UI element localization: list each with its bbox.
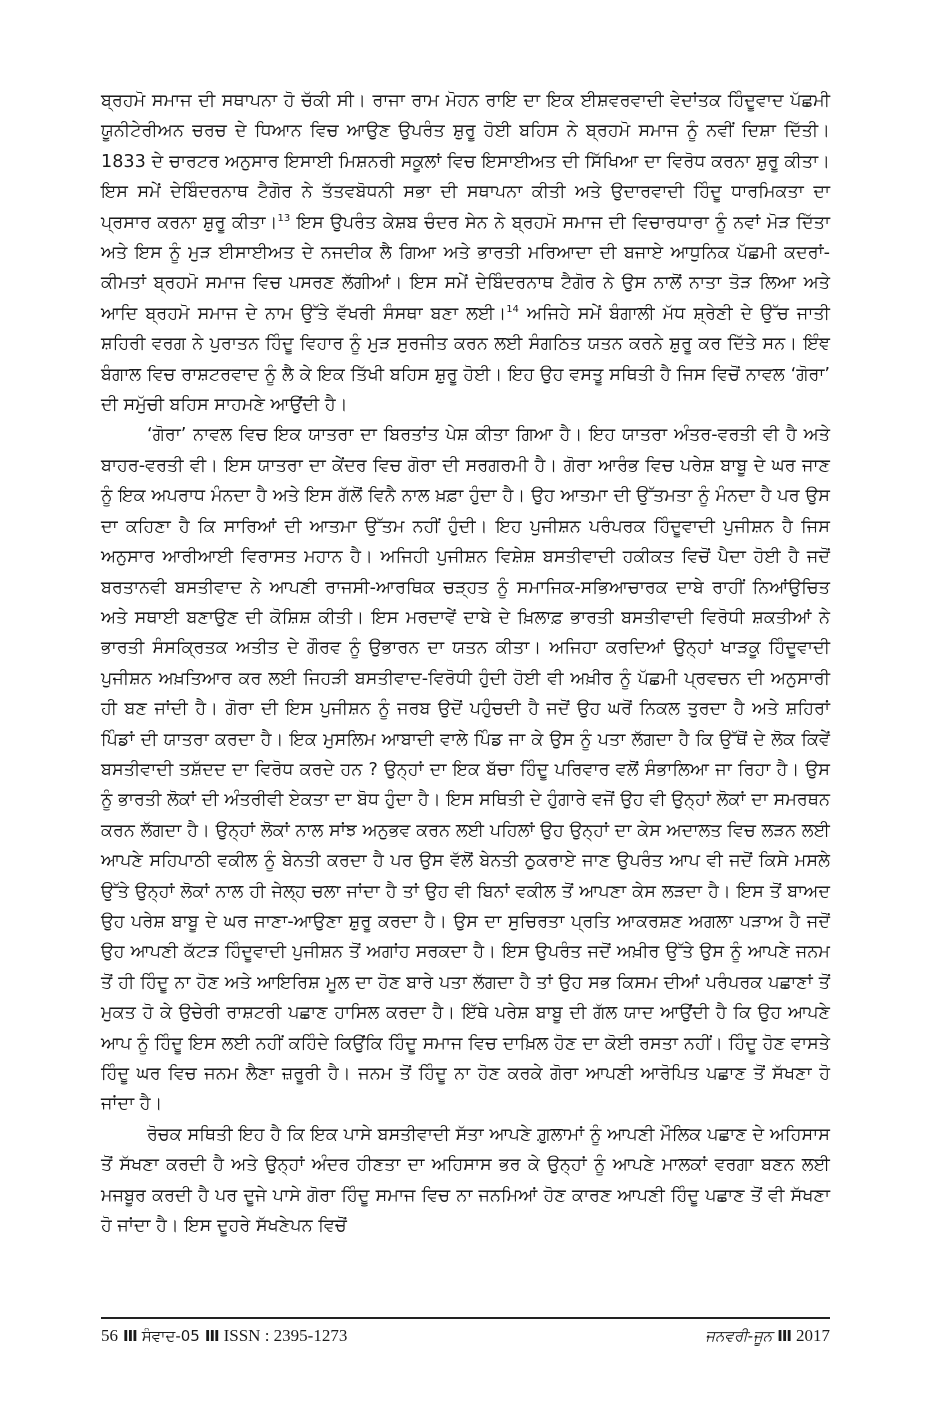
- journal-name: ਸੰਵਾਦ-05: [141, 1327, 200, 1345]
- page-number: 56: [101, 1326, 118, 1345]
- paragraph-2: ‘ਗੋਰਾ’ ਨਾਵਲ ਵਿਚ ਇਕ ਯਾਤਰਾ ਦਾ ਬਿਰਤਾਂਤ ਪੇਸ਼ ਕੀਤਾ ਗਿਆ ਹੈ। ਇਹ ਯਾਤਰਾ ਅੰਤਰ-ਵਰਤੀ ਵੀ ਹੈ ਅਤੇ ਬਾਹਰ-ਵਰਤੀ ਵੀ। ਇਸ ਯਾਤਰਾ ਦਾ ਕੇਂਦਰ ਵਿਚ ਗੋਰਾ ਦੀ ਸਰਗਰਮੀ ਹੈ। ਗੋਰਾ ਆਰੰਭ ਵਿਚ ਪਰੇਸ਼ ਬਾਬੂ ਦੇ ਘਰ ਜਾਣ ਨੂੰ ਇਕ ਅਪਰਾਧ ਮੰਨਦਾ ਹੈ ਅਤੇ ਇਸ ਗੱਲੋਂ ਵਿਨੈ ਨਾਲ ਖ਼ਫ਼ਾ ਹੁੰਦਾ ਹੈ। ਉਹ ਆਤਮਾ ਦੀ ਉੱਤਮਤਾ ਨੂੰ ਮੰਨਦਾ ਹੈ ਪਰ ਉਸ ਦਾ ਕਹਿਣਾ ਹੈ ਕਿ ਸਾਰਿਆਂ ਦੀ ਆਤਮਾ ਉੱਤਮ ਨਹੀਂ ਹੁੰਦੀ। ਇਹ ਪੁਜੀਸ਼ਨ ਪਰੰਪਰਕ ਹਿੰਦੂਵਾਦੀ ਪੁਜੀਸ਼ਨ ਹੈ ਜਿਸ ਅਨੁਸਾਰ ਆਰੀਆਈ ਵਿਰਾਸਤ ਮਹਾਨ ਹੈ। ਅਜਿਹੀ ਪੁਜੀਸ਼ਨ ਵਿਸ਼ੇਸ਼ ਬਸਤੀਵਾਦੀ ਹਕੀਕਤ ਵਿਚੋਂ ਪੈਦਾ ਹੋਈ ਹੈ ਜਦੋਂ ਬਰਤਾਨਵੀ ਬਸਤੀਵਾਦ ਨੇ ਆਪਣੀ ਰਾਜਸੀ-ਆਰਥਿਕ ਚੜ੍ਹਤ ਨੂੰ ਸਮਾਜਿਕ-ਸਭਿਆਚਾਰਕ ਦਾਬੇ ਰਾਹੀਂ ਨਿਆਂਉਚਿਤ ਅਤੇ ਸਥਾਈ ਬਣਾਉਣ ਦੀ ਕੋਸ਼ਿਸ਼ ਕੀਤੀ। ਇਸ ਮਰਦਾਵੇਂ ਦਾਬੇ ਦੇ ਖ਼ਿਲਾਫ਼ ਭਾਰਤੀ ਬਸਤੀਵਾਦੀ ਵਿਰੋਧੀ ਸ਼ਕਤੀਆਂ ਨੇ ਭਾਰਤੀ ਸੰਸਕ੍ਰਿਤਕ ਅਤੀਤ ਦੇ ਗੌਰਵ ਨੂੰ ਉਭਾਰਨ ਦਾ ਯਤਨ ਕੀਤਾ। ਅਜਿਹਾ ਕਰਦਿਆਂ ਉਨ੍ਹਾਂ ਖਾੜਕੂ ਹਿੰਦੂਵਾਦੀ ਪੁਜੀਸ਼ਨ ਅਖ਼ਤਿਆਰ ਕਰ ਲਈ ਜਿਹੜੀ ਬਸਤੀਵਾਦ-ਵਿਰੋਧੀ ਹੁੰਦੀ ਹੋਈ ਵੀ ਅਖ਼ੀਰ ਨੂੰ ਪੱਛਮੀ ਪ੍ਰਵਚਨ ਦੀ ਅਨੁਸਾਰੀ ਹੀ ਬਣ ਜਾਂਦੀ ਹੈ। ਗੋਰਾ ਦੀ ਇਸ ਪੁਜੀਸ਼ਨ ਨੂੰ ਜਰਬ ਉਦੋਂ ਪਹੁੰਚਦੀ ਹੈ ਜਦੋਂ ਉਹ ਘਰੋਂ ਨਿਕਲ ਤੁਰਦਾ ਹੈ ਅਤੇ ਸ਼ਹਿਰਾਂ ਪਿੰਡਾਂ ਦੀ ਯਾਤਰਾ ਕਰਦਾ ਹੈ। ਇਕ ਮੁਸਲਿਮ ਆਬਾਦੀ ਵਾਲੇ ਪਿੰਡ ਜਾ ਕੇ ਉਸ ਨੂੰ ਪਤਾ ਲੱਗਦਾ ਹੈ ਕਿ ਉੱਥੋਂ ਦੇ ਲੋਕ ਕਿਵੇਂ ਬਸਤੀਵਾਦੀ ਤਸ਼ੱਦਦ ਦਾ ਵਿਰੋਧ ਕਰਦੇ ਹਨ ? ਉਨ੍ਹਾਂ ਦਾ ਇਕ ਬੱਚਾ ਹਿੰਦੂ ਪਰਿਵਾਰ ਵਲੋਂ ਸੰਭਾਲਿਆ ਜਾ ਰਿਹਾ ਹੈ। ਉਸ ਨੂੰ ਭਾਰਤੀ ਲੋਕਾਂ ਦੀ ਅੰਤਰੀਵੀ ਏਕਤਾ ਦਾ ਬੋਧ ਹੁੰਦਾ ਹੈ। ਇਸ ਸਥਿਤੀ ਦੇ ਹੁੰਗਾਰੇ ਵਜੋਂ ਉਹ ਵੀ ਉਨ੍ਹਾਂ ਲੋਕਾਂ ਦਾ ਸਮਰਥਨ ਕਰਨ ਲੱਗਦਾ ਹੈ। ਉਨ੍ਹਾਂ ਲੋਕਾਂ ਨਾਲ ਸਾਂਝ ਅਨੁਭਵ ਕਰਨ ਲਈ ਪਹਿਲਾਂ ਉਹ ਉਨ੍ਹਾਂ ਦਾ ਕੇਸ ਅਦਾਲਤ ਵਿਚ ਲੜਨ ਲਈ ਆਪਣੇ ਸਹਿਪਾਠੀ ਵਕੀਲ ਨੂੰ ਬੇਨਤੀ ਕਰਦਾ ਹੈ ਪਰ ਉਸ ਵੱਲੋਂ ਬੇਨਤੀ ਠੁਕਰਾਏ ਜਾਣ ਉਪਰੰਤ ਆਪ ਵੀ ਜਦੋਂ ਕਿਸੇ ਮਸਲੇ ਉੱਤੇ ਉਨ੍ਹਾਂ ਲੋਕਾਂ ਨਾਲ ਹੀ ਜੇਲ੍ਹ ਚਲਾ ਜਾਂਦਾ ਹੈ ਤਾਂ ਉਹ ਵੀ ਬਿਨਾਂ ਵਕੀਲ ਤੋਂ ਆਪਣਾ ਕੇਸ ਲੜਦਾ ਹੈ। ਇਸ ਤੋਂ ਬਾਅਦ ਉਹ ਪਰੇਸ਼ ਬਾਬੂ ਦੇ ਘਰ ਜਾਣਾ-ਆਉਣਾ ਸ਼ੁਰੂ ਕਰਦਾ ਹੈ। ਉਸ ਦਾ ਸੁਚਿਰਤਾ ਪ੍ਰਤਿ ਆਕਰਸ਼ਣ ਅਗਲਾ ਪੜਾਅ ਹੈ ਜਦੋਂ ਉਹ ਆਪਣੀ ਕੱਟੜ ਹਿੰਦੂਵਾਦੀ ਪੁਜੀਸ਼ਨ ਤੋਂ ਅਗਾਂਹ ਸਰਕਦਾ ਹੈ। ਇਸ ਉਪਰੰਤ ਜਦੋਂ ਅਖ਼ੀਰ ਉੱਤੇ ਉਸ ਨੂੰ ਆਪਣੇ ਜਨਮ ਤੋਂ ਹੀ ਹਿੰਦੂ ਨਾ ਹੋਣ ਅਤੇ ਆਇਰਿਸ਼ ਮੂਲ ਦਾ ਹੋਣ ਬਾਰੇ ਪਤਾ ਲੱਗਦਾ ਹੈ ਤਾਂ ਉਹ ਸਭ ਕਿਸਮ ਦੀਆਂ ਪਰੰਪਰਕ ਪਛਾਣਾਂ ਤੋਂ ਮੁਕਤ ਹੋ ਕੇ ਉਚੇਰੀ ਰਾਸ਼ਟਰੀ ਪਛਾਣ ਹਾਸਿਲ ਕਰਦਾ ਹੈ। ਇੱਥੇ ਪਰੇਸ਼ ਬਾਬੂ ਦੀ ਗੱਲ ਯਾਦ ਆਉਂਦੀ ਹੈ ਕਿ ਉਹ ਆਪਣੇ ਆਪ ਨੂੰ ਹਿੰਦੂ ਇਸ ਲਈ ਨਹੀਂ ਕਹਿੰਦੇ ਕਿਉਂਕਿ ਹਿੰਦੂ ਸਮਾਜ ਵਿਚ ਦਾਖ਼ਿਲ ਹੋਣ ਦਾ ਕੋਈ ਰਸਤਾ ਨਹੀਂ। ਹਿੰਦੂ ਹੋਣ ਵਾਸਤੇ ਹਿੰਦੂ ਘਰ ਵਿਚ ਜਨਮ ਲੈਣਾ ਜ਼ਰੂਰੀ ਹੈ। ਜਨਮ ਤੋਂ ਹਿੰਦੂ ਨਾ ਹੋਣ ਕਰਕੇ ਗੋਰਾ ਆਪਣੀ ਆਰੋਪਿਤ ਪਛਾਣ ਤੋਂ ਸੱਖਣਾ ਹੋ ਜਾਂਦਾ ਹੈ।: [101, 425, 830, 1115]
- paragraph-1-part-a: ਬ੍ਰਹਮੋ ਸਮਾਜ ਦੀ ਸਥਾਪਨਾ ਹੋ ਚੱਕੀ ਸੀ। ਰਾਜਾ ਰਾਮ ਮੋਹਨ ਰਾਇ ਦਾ ਇਕ ਈਸ਼ਵਰਵਾਦੀ ਵੇਦਾਂਤਕ ਹਿੰਦੂਵਾਦ ਪੱਛਮੀ ਯੂਨੀਟੇਰੀਅਨ ਚਰਚ ਦੇ ਧਿਆਨ ਵਿਚ ਆਉਣ ਉਪਰੰਤ ਸ਼ੁਰੂ ਹੋਈ ਬਹਿਸ ਨੇ ਬ੍ਰਹਮੋ ਸਮਾਜ ਨੂੰ ਨਵੀਂ ਦਿਸ਼ਾ ਦਿੱਤੀ। 1833 ਦੇ ਚਾਰਟਰ ਅਨੁਸਾਰ ਇਸਾਈ ਮਿਸ਼ਨਰੀ ਸਕੂਲਾਂ ਵਿਚ ਇਸਾਈਅਤ ਦੀ ਸਿੱਖਿਆ ਦਾ ਵਿਰੋਧ ਕਰਨਾ ਸ਼ੁਰੂ ਕੀਤਾ। ਇਸ ਸਮੇਂ ਦੇਬਿੰਦਰਨਾਥ ਟੈਗੋਰ ਨੇ ਤੱਤਵਬੋਧਨੀ ਸਭਾ ਦੀ ਸਥਾਪਨਾ ਕੀਤੀ ਅਤੇ ਉਦਾਰਵਾਦੀ ਹਿੰਦੂ ਧਾਰਮਿਕਤਾ ਦਾ ਪ੍ਰਸਾਰ ਕਰਨਾ ਸ਼ੁਰੂ ਕੀਤਾ।: [101, 91, 830, 233]
- separator-bars: III: [123, 1327, 137, 1345]
- footnote-14-marker[interactable]: 14: [506, 303, 519, 315]
- separator-bars: III: [204, 1327, 219, 1345]
- paragraph-1-part-c: ਅਜਿਹੇ ਸਮੇਂ ਬੰਗਾਲੀ ਮੱਧ ਸ਼੍ਰੇਣੀ ਦੇ ਉੱਚ ਜਾਤੀ ਸ਼ਹਿਰੀ ਵਰਗ ਨੇ ਪੁਰਾਤਨ ਹਿੰਦੂ ਵਿਹਾਰ ਨੂੰ ਮੁੜ ਸੁਰਜੀਤ ਕਰਨ ਲਈ ਸੰਗਠਿਤ ਯਤਨ ਕਰਨੇ ਸ਼ੁਰੂ ਕਰ ਦਿੱਤੇ ਸਨ। ਇੰਞ ਬੰਗਾਲ ਵਿਚ ਰਾਸ਼ਟਰਵਾਦ ਨੂੰ ਲੈ ਕੇ ਇਕ ਤਿੱਖੀ ਬਹਿਸ ਸ਼ੁਰੂ ਹੋਈ। ਇਹ ਉਹ ਵਸਤੂ ਸਥਿਤੀ ਹੈ ਜਿਸ ਵਿਚੋਂ ਨਾਵਲ ‘ਗੋਰਾ’ ਦੀ ਸਮੁੱਚੀ ਬਹਿਸ ਸਾਹਮਣੇ ਆਉਂਦੀ ਹੈ।: [101, 303, 830, 416]
- paragraph-3: ਰੋਚਕ ਸਥਿਤੀ ਇਹ ਹੈ ਕਿ ਇਕ ਪਾਸੇ ਬਸਤੀਵਾਦੀ ਸੱਤਾ ਆਪਣੇ ਗ਼ੁਲਾਮਾਂ ਨੂੰ ਆਪਣੀ ਮੌਲਿਕ ਪਛਾਣ ਦੇ ਅਹਿਸਾਸ ਤੋਂ ਸੱਖਣਾ ਕਰਦੀ ਹੈ ਅਤੇ ਉਨ੍ਹਾਂ ਅੰਦਰ ਹੀਣਤਾ ਦਾ ਅਹਿਸਾਸ ਭਰ ਕੇ ਉਨ੍ਹਾਂ ਨੂੰ ਆਪਣੇ ਮਾਲਕਾਂ ਵਰਗਾ ਬਣਨ ਲਈ ਮਜਬੂਰ ਕਰਦੀ ਹੈ ਪਰ ਦੂਜੇ ਪਾਸੇ ਗੋਰਾ ਹਿੰਦੂ ਸਮਾਜ ਵਿਚ ਨਾ ਜਨਮਿਆਂ ਹੋਣ ਕਾਰਣ ਆਪਣੀ ਹਿੰਦੂ ਪਛਾਣ ਤੋਂ ਵੀ ਸੱਖਣਾ ਹੋ ਜਾਂਦਾ ਹੈ। ਇਸ ਦੂਹਰੇ ਸੱਖਣੇਪਨ ਵਿਚੋਂ: [101, 1124, 830, 1237]
- issn: ISSN : 2395-1273: [223, 1326, 348, 1345]
- footer-rule: [101, 1317, 830, 1319]
- paragraph-1-part-b: ਇਸ ਉਪਰੰਤ ਕੇਸ਼ਬ ਚੰਦਰ ਸੇਨ ਨੇ ਬ੍ਰਹਮੋ ਸਮਾਜ ਦੀ ਵਿਚਾਰਧਾਰਾ ਨੂੰ ਨਵਾਂ ਮੋੜ ਦਿੱਤਾ ਅਤੇ ਇਸ ਨੂੰ ਮੁੜ ਈਸਾਈਅਤ ਦੇ ਨਜਦੀਕ ਲੈ ਗਿਆ ਅਤੇ ਭਾਰਤੀ ਮਰਿਆਦਾ ਦੀ ਬਜਾਏ ਆਧੁਨਿਕ ਪੱਛਮੀ ਕਦਰਾਂ-ਕੀਮਤਾਂ ਬ੍ਰਹਮੋ ਸਮਾਜ ਵਿਚ ਪਸਰਣ ਲੱਗੀਆਂ। ਇਸ ਸਮੇਂ ਦੇਬਿੰਦਰਨਾਥ ਟੈਗੋਰ ਨੇ ਉਸ ਨਾਲੋਂ ਨਾਤਾ ਤੋੜ ਲਿਆ ਅਤੇ ਆਦਿ ਬ੍ਰਹਮੋ ਸਮਾਜ ਦੇ ਨਾਮ ਉੱਤੇ ਵੱਖਰੀ ਸੰਸਥਾ ਬਣਾ ਲਈ।: [101, 212, 831, 324]
- separator-bars: III: [777, 1327, 791, 1345]
- page-footer: [101, 1322, 830, 1350]
- issue-period: ਜਨਵਰੀ-ਜੂਨ: [705, 1327, 773, 1345]
- article-body: [101, 86, 830, 1241]
- footer-left: [101, 1322, 347, 1350]
- paragraph-1: [101, 86, 830, 420]
- footer-right: [705, 1322, 830, 1350]
- issue-year: 2017: [796, 1326, 830, 1345]
- footnote-13-marker[interactable]: 13: [277, 212, 291, 224]
